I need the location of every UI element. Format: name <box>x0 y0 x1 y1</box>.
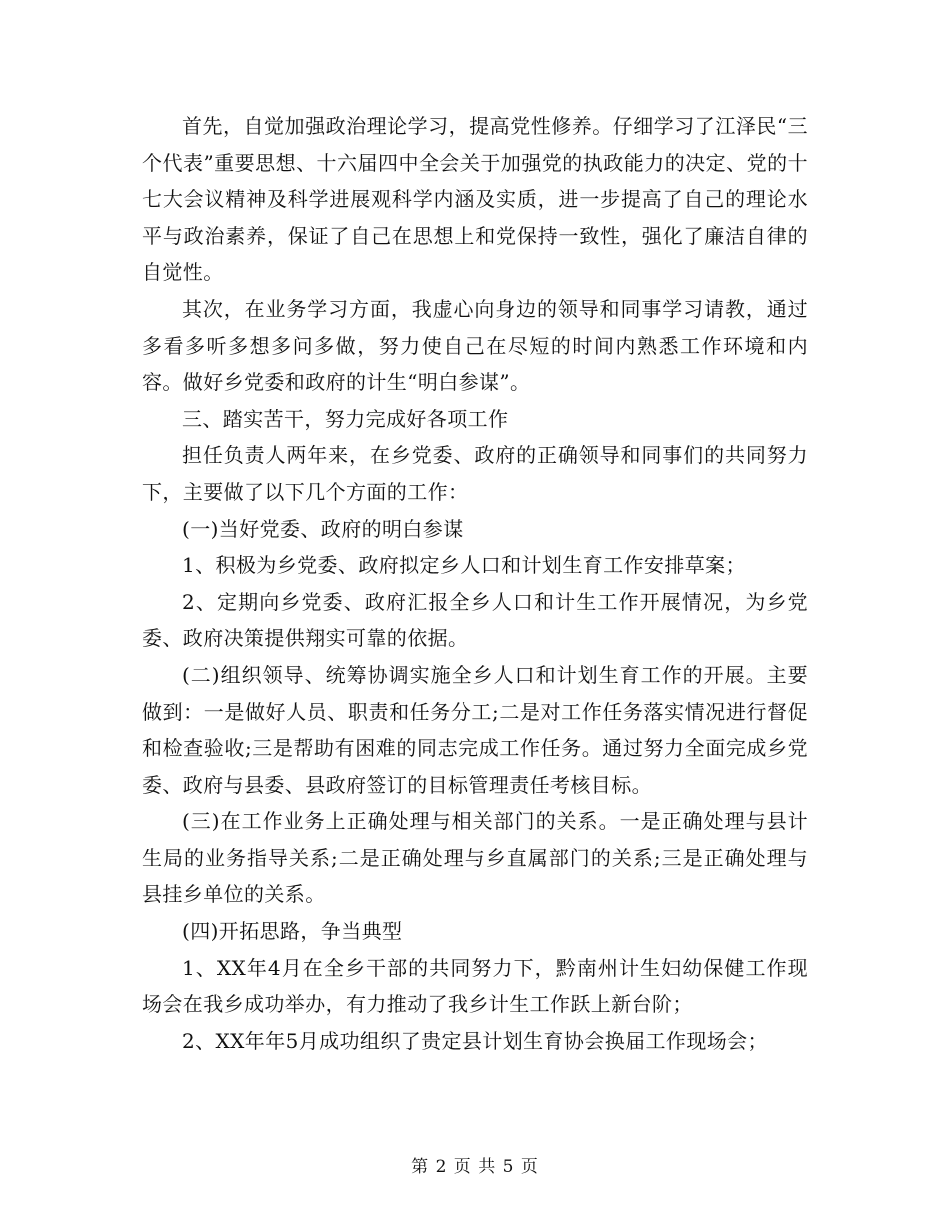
paragraph-two-years-work: 担任负责人两年来，在乡党委、政府的正确领导和同事们的共同努力下，主要做了以下几个方面的工作： <box>142 443 808 504</box>
paragraph-business-study: 其次，在业务学习方面，我虚心向身边的领导和同事学习请教，通过多看多听多想多问多做，努力使自己在尽短的时间内熟悉工作环境和内容。做好乡党委和政府的计生“明白参谋”。 <box>142 296 808 395</box>
section-heading-three: 三、踏实苦干，努力完成好各项工作 <box>182 406 509 431</box>
subheading-two-paragraph: (二)组织领导、统筹协调实施全乡人口和计划生育工作的开展。主要做到：一是做好人员、职责和任务分工;二是对工作任务落实情况进行督促和检查验收;三是帮助有困难的同志完成工作任务。通过努力全面完成乡党委、政府与县委、县政府签订的目标管理责任考核目标。 <box>142 662 808 797</box>
page-number-footer: 第 2 页 共 5 页 <box>411 1157 539 1177</box>
subheading-three-paragraph: (三)在工作业务上正确处理与相关部门的关系。一是正确处理与县计生局的业务指导关系;二是正确处理与乡直属部门的关系;三是正确处理与县挂乡单位的关系。 <box>142 809 808 907</box>
subheading-one: (一)当好党委、政府的明白参谋 <box>182 516 464 541</box>
list-item-1: 1、积极为乡党委、政府拟定乡人口和计划生育工作安排草案； <box>182 553 746 578</box>
paragraph-political-study: 首先，自觉加强政治理论学习，提高党性修养。仔细学习了江泽民“三个代表”重要思想、十六届四中全会关于加强党的执政能力的决定、党的十七大会议精神及科学进展观科学内涵及实质，进一步提高了自己的理论水平与政治素养，保证了自己在思想上和党保持一致性，强化了廉洁自律的自觉性。 <box>142 114 808 285</box>
list-item-2: 2、定期向乡党委、政府汇报全乡人口和计生工作开展情况，为乡党委、政府决策提供翔实可靠的依据。 <box>142 589 808 651</box>
subheading-four: (四)开拓思路，争当典型 <box>182 919 403 944</box>
list-item-achievement-2: 2、XX年年5月成功组织了贵定县计划生育协会换届工作现场会； <box>182 1028 768 1053</box>
document-body <box>142 108 808 1059</box>
list-item-achievement-1: 1、XX年4月在全乡干部的共同努力下，黔南州计生妇幼保健工作现场会在我乡成功举办，有力推动了我乡计生工作跃上新台阶； <box>142 955 808 1017</box>
